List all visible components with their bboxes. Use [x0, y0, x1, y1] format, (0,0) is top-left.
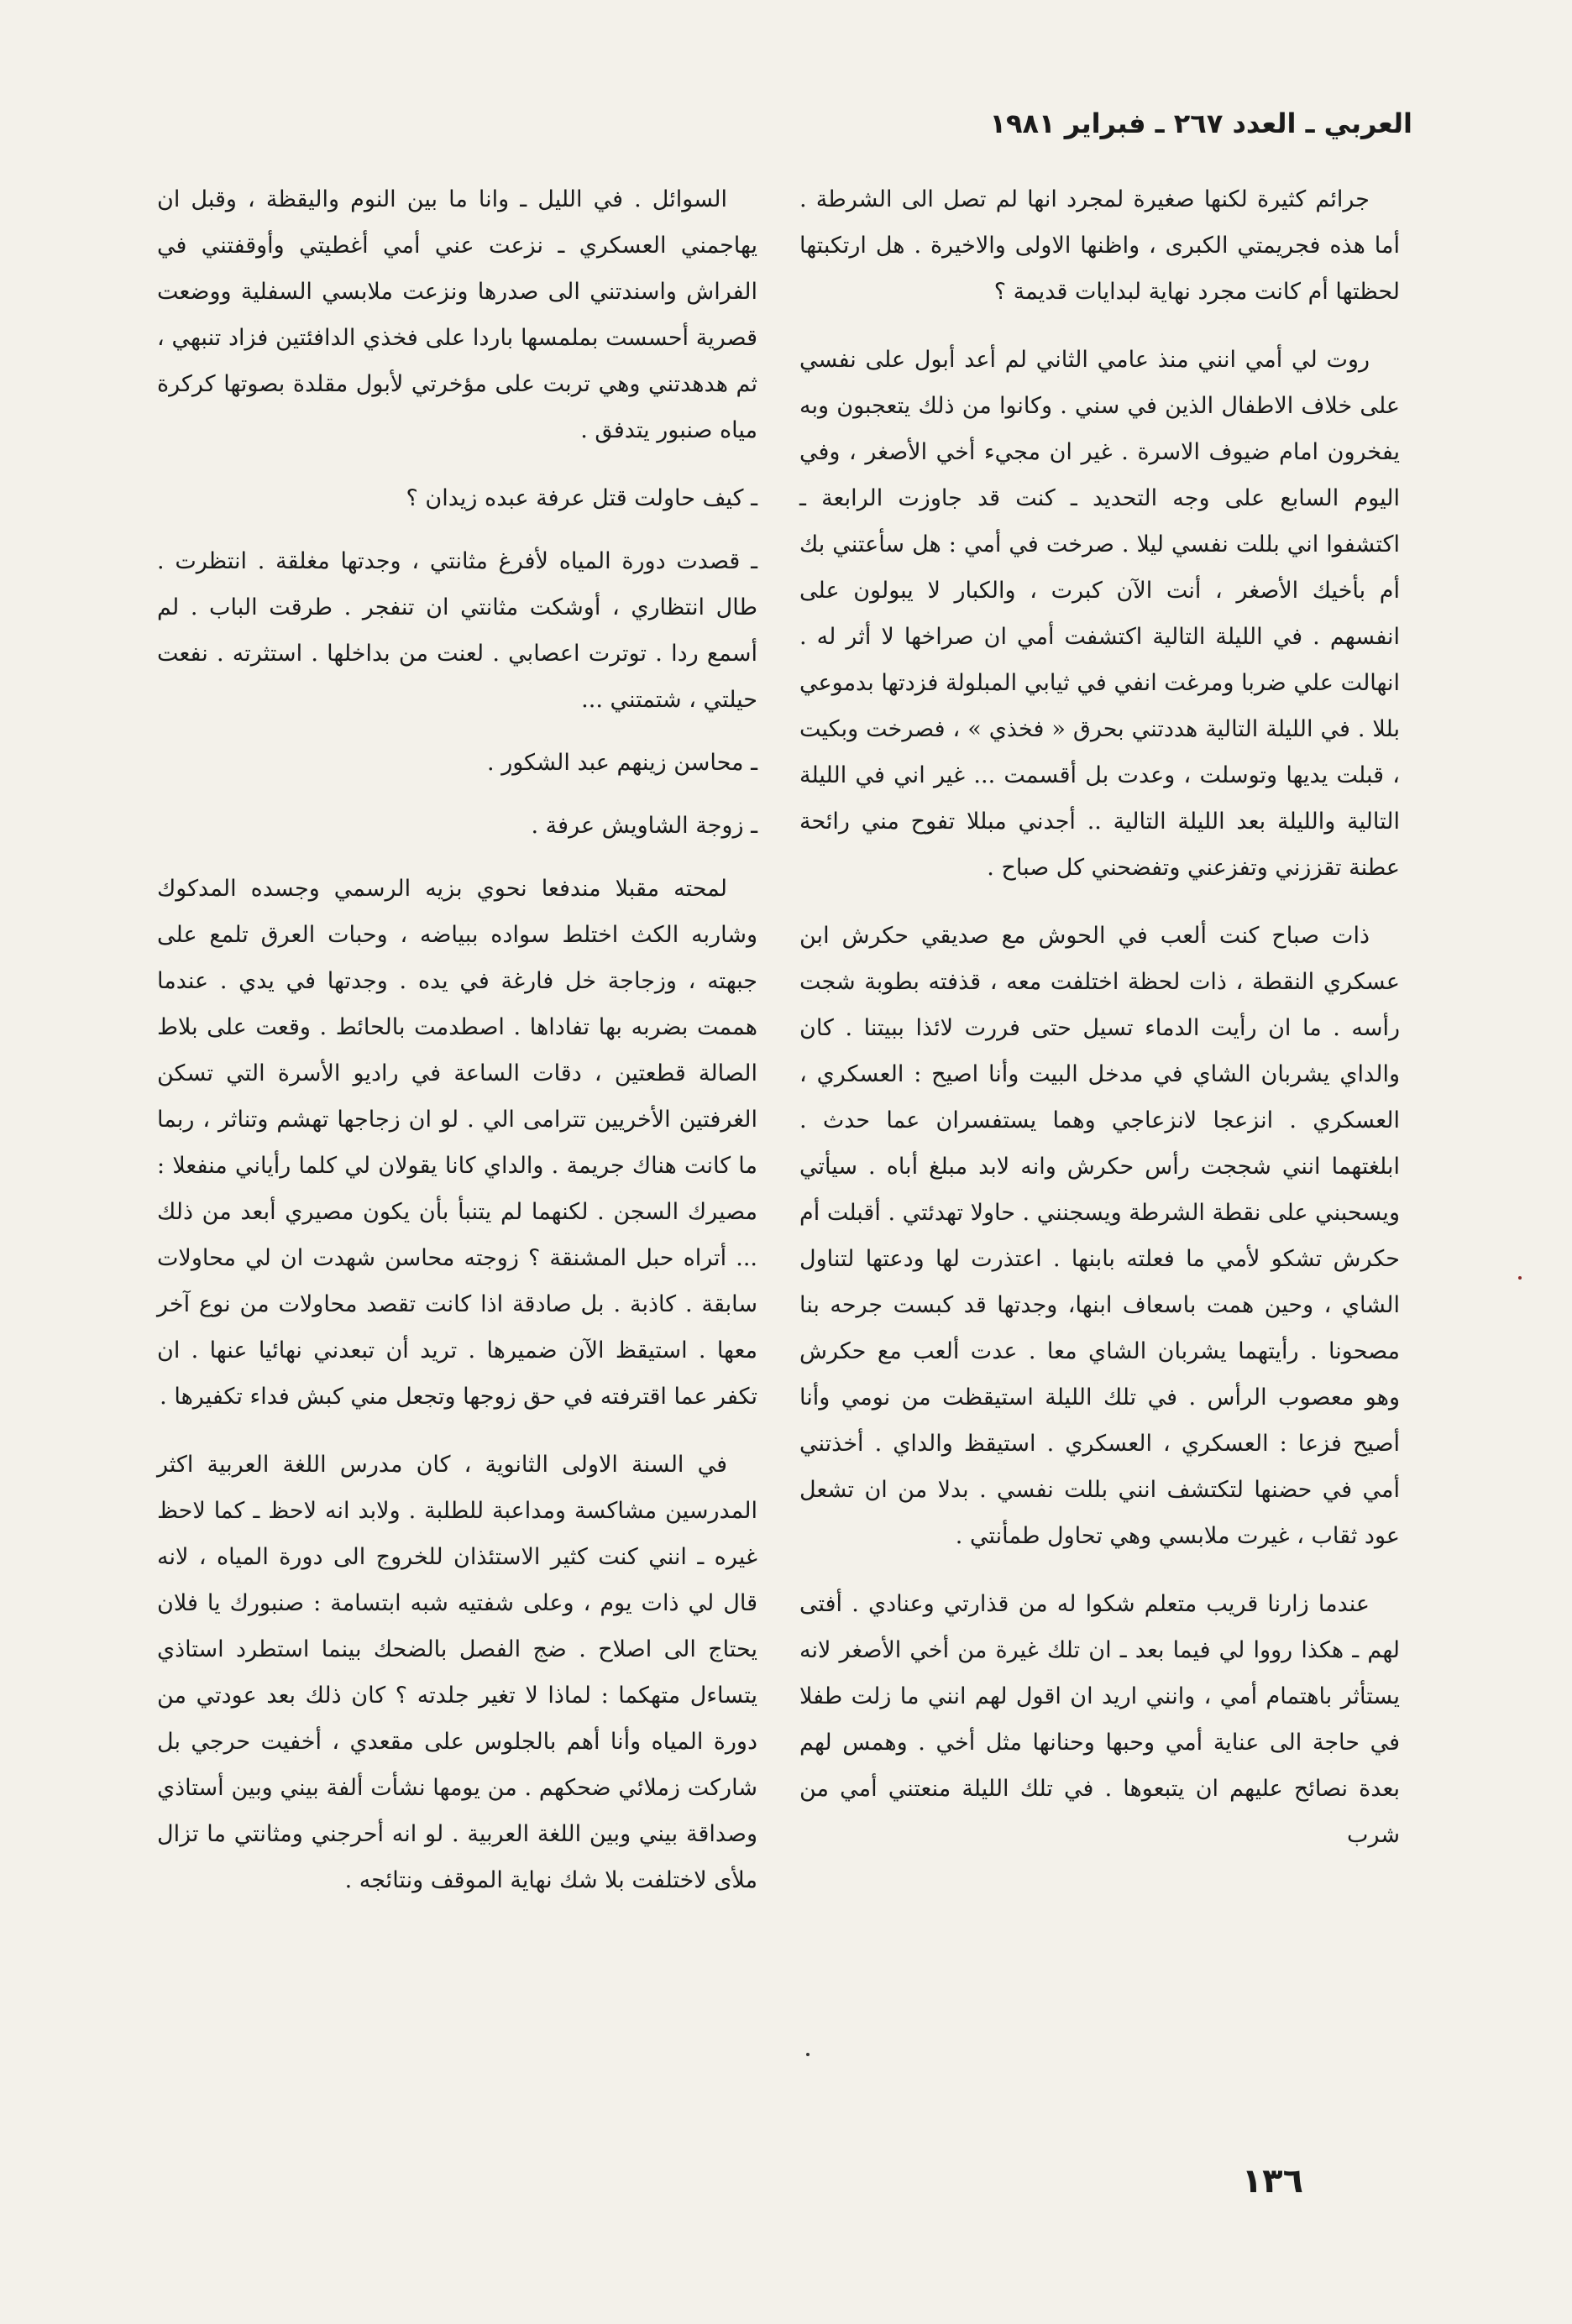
paper-speck — [1518, 1276, 1522, 1280]
text-column-right — [799, 176, 1400, 1880]
dialogue-line: ـ زوجة الشاويش عرفة . — [531, 813, 757, 839]
paper-speck — [806, 2053, 810, 2056]
paragraph: لمحته مقبلا مندفعا نحوي بزيه الرسمي وجسده المدكوك وشاربه الكث اختلط سواده ببياضه ، وحبات العرق تلمع على جبهته ، وزجاجة خل فارغة في يده . وجدتها في يدي . عندما هممت بضربه بها تفاداها . اصطدمت بالحائط . وقعت على بلاط الصالة قطعتين ، دقات الساعة في راديو الأسرة التي تسكن الغرفتين الأخريين تترامى الي . لو ان زجاجها تهشم وتناثر ، ربما ما كانت هناك جريمة . والداي كانا يقولان لي كلما رأياني منفعلا : مصيرك السجن . لكنهما لم يتنبأ بأن يكون مصيري أبعد من ذلك ... أتراه حبل المشنقة ؟ زوجته محاسن شهدت ان لي محاولات سابقة . كاذبة . بل صادقة اذا كانت تقصد محاولات من نوع آخر معها . استيقظ الآن ضميرها . تريد أن تبعدني نهائيا عنها . ان تكفر عما اقترفته في حق زوجها وتجعل مني كبش فداء تكفيرها . — [157, 876, 757, 1410]
dialogue-line: ـ كيف حاولت قتل عرفة عبده زيدان ؟ — [406, 485, 757, 511]
dialogue-line: ـ قصدت دورة المياه لأفرغ مثانتي ، وجدتها مغلقة . انتظرت . طال انتظاري ، أوشكت مثانتي ان تنفجر . طرقت الباب . لم أسمع ردا . توترت اعصابي . لعنت من بداخلها . استثرته . نفعت حيلتي ، شتمتني ... — [157, 548, 757, 713]
dialogue-line: ـ محاسن زينهم عبد الشكور . — [487, 750, 757, 776]
page-number: ١٣٦ — [1241, 2162, 1303, 2201]
paragraph: السوائل . في الليل ـ وانا ما بين النوم واليقظة ، وقبل ان يهاجمني العسكري ـ نزعت عني أمي أغطيتي وأوقفتني في الفراش واسندتني الى صدرها ونزعت ملابسي السفلية ووضعت قصرية أحسست بملمسها باردا على فخذي الدافئتين فزاد تنبهي ، ثم هدهدتني وهي تربت على مؤخرتي لأبول مقلدة بصوتها كركرة مياه صنبور يتدفق . — [157, 186, 757, 443]
text-column-left — [157, 176, 757, 1925]
paragraph: جرائم كثيرة لكنها صغيرة لمجرد انها لم تصل الى الشرطة . أما هذه فجريمتي الكبرى ، واظنها الاولى والاخيرة . هل ارتكبتها لحظتها أم كانت مجرد نهاية لبدايات قديمة ؟ — [799, 186, 1400, 305]
paragraph: ذات صباح كنت ألعب في الحوش مع صديقي حكرش ابن عسكري النقطة ، ذات لحظة اختلفت معه ، قذفته بطوبة شجت رأسه . ما ان رأيت الدماء تسيل حتى فررت لائذا ببيتنا . كان والداي يشربان الشاي في مدخل البيت وأنا اصيح : العسكري ، العسكري . انزعجا لانزعاجي وهما يستفسران عما حدث . ابلغتهما انني شججت رأس حكرش وانه لابد مبلغ أباه . سيأتي ويسحبني على نقطة الشرطة ويسجنني . حاولا تهدئتي . أقبلت أم حكرش تشكو لأمي ما فعلته بابنها . اعتذرت لها ودعتها لتناول الشاي ، وحين همت باسعاف ابنها، وجدتها قد كبست جرحه بنا مصحونا . رأيتهما يشربان الشاي معا . عدت ألعب مع حكرش وهو معصوب الرأس . في تلك الليلة استيقظت من نومي وأنا أصيح فزعا : العسكري ، العسكري . استيقظ والداي . أخذتني أمي في حضنها لتكتشف انني بللت نفسي . بدلا من ان تشعل عود ثقاب ، غيرت ملابسي وهي تحاول طمأنتي . — [799, 923, 1400, 1549]
paragraph: في السنة الاولى الثانوية ، كان مدرس اللغة العربية اكثر المدرسين مشاكسة ومداعبة للطلبة . ولابد انه لاحظ ـ كما لاحظ غيره ـ انني كنت كثير الاستئذان للخروج الى دورة المياه ، لانه قال لي ذات يوم ، وعلى شفتيه شبه ابتسامة : صنبورك يا فلان يحتاج الى اصلاح . ضج الفصل بالضحك بينما استطرد استاذي يتساءل متهكما : لماذا لا تغير جلدته ؟ كان ذلك بعد عودتي من دورة المياه وأنا أهم بالجلوس على مقعدي ، أخفيت حرجي بل شاركت زملائي ضحكهم . من يومها نشأت ألفة بيني وبين أستاذي وصداقة بيني وبين اللغة العربية . لو انه أحرجني ومثانتي ما تزال ملأى لاختلفت بلا شك نهاية الموقف ونتائجه . — [157, 1452, 757, 1893]
paragraph: عندما زارنا قريب متعلم شكوا له من قذارتي وعنادي . أفتى لهم ـ هكذا رووا لي فيما بعد ـ ان تلك غيرة من أخي الأصغر لانه يستأثر باهتمام أمي ، وانني اريد ان اقول لهم انني ما زلت طفلا في حاجة الى عناية أمي وحبها وحنانها مثل أخي . وهمس لهم بعدة نصائح عليهم ان يتبعوها . في تلك الليلة منعتني أمي من شرب — [799, 1591, 1400, 1848]
paragraph: روت لي أمي انني منذ عامي الثاني لم أعد أبول على نفسي على خلاف الاطفال الذين في سني . وكانوا من ذلك يتعجبون وبه يفخرون امام ضيوف الاسرة . غير ان مجيء أخي الأصغر ، وفي اليوم السابع على وجه التحديد ـ كنت قد جاوزت الرابعة ـ اكتشفوا اني بللت نفسي ليلا . صرخت في أمي : هل سأعتني بك أم بأخيك الأصغر ، أنت الآن كبرت ، والكبار لا يبولون على انفسهم . في الليلة التالية اكتشفت أمي ان صراخها لا أثر له . انهالت علي ضربا ومرغت انفي في ثيابي المبلولة فزدتها بدموعي بللا . في الليلة التالية هددتني بحرق « فخذي » ، فصرخت وبكيت ، قبلت يديها وتوسلت ، وعدت بل أقسمت ... غير اني في الليلة التالية والليلة بعد الليلة التالية .. أجدني مبللا تفوح مني رائحة عطنة تقززني وتفزعني وتفضحني كل صباح . — [799, 347, 1400, 881]
running-header: العربي ـ العدد ٢٦٧ ـ فبراير ١٩٨١ — [989, 107, 1412, 139]
